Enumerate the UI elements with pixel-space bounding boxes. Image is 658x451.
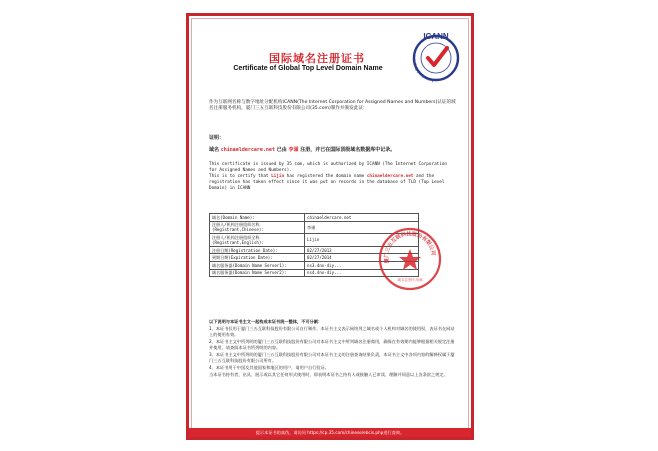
intro-en-2: This is to certify that Lijin has registered the domain name chinaeldercare.net and the registration has taken effect since it was put on records in the database of TLD (Top Level Domain) in ICANN xyxy=(209,174,445,191)
seal-ring-text: 厦门三五互联科技股份有限公司 xyxy=(383,231,437,264)
table-row-label: 到期日期(Expiration Date): xyxy=(210,254,305,262)
table-row-label: 域名(Domain Name): xyxy=(210,214,305,222)
registrant-name: 李谨 xyxy=(288,147,299,153)
certificate-title-cn: 国际域名注册证书 xyxy=(269,52,365,65)
icann-logo xyxy=(409,28,463,86)
notes-footer: 当本证书持有者，出具、展示或以其它任何形式使用时，即表明本证书之持有人或接触人已审读、理解并同意以上各条款之规定。 xyxy=(209,372,448,378)
domain-name-en: chinaeldercare.net xyxy=(366,174,414,179)
table-row-value: ns4.4nx-4iy... xyxy=(305,269,419,277)
table-row-value: ns3.4nx-4iy... xyxy=(305,261,419,269)
icann-ring-text: Accredited Registra xyxy=(411,55,435,83)
certificate-id: ID:DSBSC3C1F3160748A9823DC5A0201380 xyxy=(292,436,373,440)
table-row-label: 域名服务器(Domain Name Server2): xyxy=(210,269,305,277)
table-row-value: 02/27/2014 xyxy=(305,254,419,262)
registrant-en: Lijin xyxy=(271,174,285,179)
icann-text: ICANN xyxy=(423,32,449,41)
table-row-value: chinaeldercare.net xyxy=(305,214,419,222)
domain-tail: 注册，并已在国际顶级域名数据库中记录。 xyxy=(300,147,396,153)
note-item-3: 3、本证书主文中所列明的厦门三五互联科技股份有限公司对本证书主文的注册查询结果负责，本证书主文中各项内容的解释权属于厦门三五互联科技股份有限公司所有。 xyxy=(209,352,455,363)
notes-section xyxy=(209,319,457,379)
domain-mid: 已由 xyxy=(276,147,287,153)
company-seal xyxy=(377,226,443,292)
notes-header: 以下说明与本证书主文一起构成本证书统一整体，不可分割： xyxy=(209,319,323,324)
note-item-1: 1、本证书仅用于厦门三五互联科技股份有限公司自行制作，本证书主文表示网络列之域名或个人机构对域名的使用权，表证书在网站上的使用有效。 xyxy=(209,326,455,337)
table-row-value: Lijin xyxy=(305,234,419,247)
verify-footer-bar[interactable]: 提示本证书的真伪，请访问 https://cp.35.com/chinese/ebcis.php进行查询。 xyxy=(189,428,471,437)
table-row-label: 注册人/机构注册组织全称(Registrant,English): xyxy=(210,234,305,247)
certificate-title-en: Certificate of Global Top Level Domain Name xyxy=(233,65,383,72)
intro-en-1: This certificate is issued by 35 com, which is authorized by ICANN (The Internet Corporation for Assigned Names and Numbers). xyxy=(209,162,447,173)
proof-label: 证明： xyxy=(209,135,225,141)
domain-label: 域名 xyxy=(209,147,220,153)
table-row-label: 注册日期(Registration Date): xyxy=(210,246,305,254)
table-row xyxy=(210,214,419,222)
intro-cn: 作为互联网名称与数字地址分配机构ICANN(The Internet Corporation for Assigned Names and Numbers)认证的域名注册服务机构，厦门三五互联科技股份有限公司(35.com)制作并颁发此证： xyxy=(209,100,456,111)
table-row-value: 02/27/2013 xyxy=(305,246,419,254)
seal-bottom-text: 域名注册专用章 xyxy=(397,278,423,282)
star-icon xyxy=(399,249,421,270)
note-item-4: 4、本证书用于中国及其他国家和地区的用户，请用户自行验证。 xyxy=(209,364,329,370)
note-item-2: 2、本证书主文中所列明的厦门三五互联科技股份有限公司对本证书主文中所列域名注册商用，确保在有效期内能够根据相关规定注册并使用，请查阅本证书所列明的内容。 xyxy=(209,339,455,350)
domain-name: chinaeldercare.net xyxy=(220,147,275,153)
table-row-label: 注册人/机构注册组织名称(Registrant,Chinese): xyxy=(210,221,305,234)
certificate-sheet xyxy=(186,13,474,440)
table-row-value: 李谨 xyxy=(305,221,419,234)
table-row-label: 域名服务器(Domain Name Server1): xyxy=(210,261,305,269)
domain-line xyxy=(209,147,459,154)
